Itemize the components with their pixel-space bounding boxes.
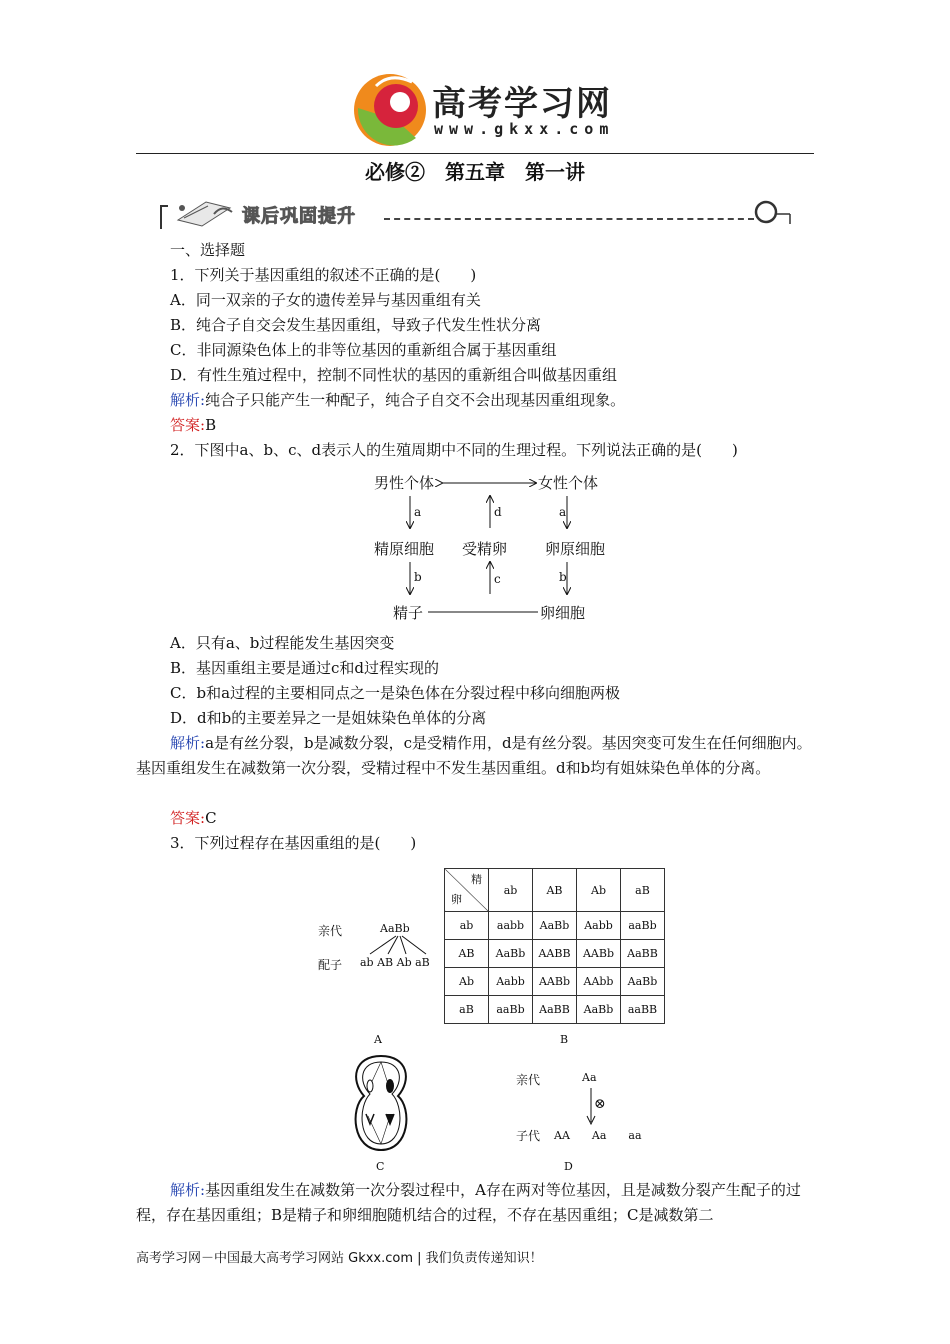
- punnett-row-header: ab: [445, 912, 489, 940]
- answer-label: 答案:: [170, 809, 206, 827]
- footer-text: 高考学习网－中国最大高考学习网站 Gkxx.com | 我们负责传递知识！: [136, 1251, 543, 1266]
- q3-analysis-text: 基因重组发生在减数第一次分裂过程中，A存在两对等位基因，且是减数分裂产生配子的过程，存在基因重组；B是精子和卵细胞随机结合的过程，不存在基因重组；C是减数第二: [136, 1181, 801, 1224]
- q3-stem: 3．下列过程存在基因重组的是( ): [170, 834, 417, 852]
- punnett-cell: aaBb: [489, 996, 533, 1024]
- q2-option-a: A．只有a、b过程能发生基因突变: [170, 634, 395, 652]
- header-rule: [136, 153, 814, 154]
- chapter-title: 必修② 第五章 第一讲: [365, 160, 585, 184]
- figA-caption: A: [374, 1033, 382, 1046]
- q1-analysis-text: 纯合子只能产生一种配子，纯合子自交不会出现基因重组现象。: [205, 391, 626, 409]
- punnett-cell: AAbb: [577, 968, 621, 996]
- figA-gamete-label: 配子: [318, 958, 343, 972]
- diagram-label-b2: b: [559, 570, 567, 584]
- diagram-oogonia: 卵原细胞: [545, 540, 606, 558]
- banner-circle-icon: [750, 200, 794, 228]
- punnett-row-header: aB: [445, 996, 489, 1024]
- analysis-label: 解析:: [170, 1181, 206, 1199]
- figA-parent: AaBb: [380, 922, 410, 935]
- diagram-arrows: [360, 470, 620, 630]
- punnett-cell: aaBB: [621, 996, 665, 1024]
- diagram-label-b1: b: [414, 570, 422, 584]
- gkxx-logo-icon: [346, 68, 438, 150]
- q1-option-d: D．有性生殖过程中，控制不同性状的基因的重新组合叫做基因重组: [170, 366, 618, 384]
- figD-parent: Aa: [582, 1071, 597, 1084]
- punnett-col-header: ab: [489, 869, 533, 912]
- figD-children: AA Aa aa: [554, 1129, 642, 1142]
- q1-answer-value: B: [205, 416, 217, 434]
- diagram-label-a1: a: [414, 505, 422, 519]
- q2-analysis: [136, 731, 816, 781]
- figB-caption: B: [560, 1033, 569, 1046]
- figD-child-label: 子代: [516, 1129, 541, 1143]
- q1-analysis: [170, 388, 625, 413]
- figC-caption: C: [376, 1160, 385, 1173]
- punnett-cell: AaBb: [577, 996, 621, 1024]
- banner-dashed-line: [384, 218, 754, 220]
- table-row: [445, 996, 665, 1024]
- diagram-spermatogonia: 精原细胞: [374, 540, 435, 558]
- q1-option-c: C．非同源染色体上的非等位基因的重新组合属于基因重组: [170, 341, 557, 359]
- punnett-cell: AaBb: [533, 912, 577, 940]
- table-row: [445, 912, 665, 940]
- punnett-row-header: AB: [445, 940, 489, 968]
- diagram-female: 女性个体: [538, 474, 599, 492]
- logo-title: 高考学习网: [432, 84, 612, 124]
- q3-analysis: [136, 1178, 816, 1228]
- diagram-label-c: c: [494, 572, 501, 586]
- punnett-col-header: Ab: [577, 869, 621, 912]
- punnett-cell: AABB: [533, 940, 577, 968]
- punnett-cell: AaBb: [621, 968, 665, 996]
- corner-sperm: 精: [471, 873, 482, 886]
- diagram-male: 男性个体: [374, 474, 435, 492]
- figA-arrows: [360, 934, 440, 956]
- diagram-label-d: d: [494, 505, 502, 519]
- figD-parent-label: 亲代: [516, 1073, 541, 1087]
- q2-stem: 2．下图中a、b、c、d表示人的生殖周期中不同的生理过程。下列说法正确的是( ): [170, 441, 738, 459]
- table-row: [445, 940, 665, 968]
- punnett-cell: aaBb: [621, 912, 665, 940]
- punnett-corner: [445, 869, 489, 912]
- analysis-label: 解析:: [170, 734, 206, 752]
- dividing-cell-icon: [346, 1050, 416, 1156]
- q1-option-a: A．同一双亲的子女的遗传差异与基因重组有关: [170, 291, 481, 309]
- answer-label: 答案:: [170, 416, 206, 434]
- q1-answer: [170, 413, 216, 438]
- punnett-cell: aabb: [489, 912, 533, 940]
- section-label: 一、选择题: [170, 241, 246, 259]
- punnett-cell: AaBb: [489, 940, 533, 968]
- punnett-cell: AABb: [577, 940, 621, 968]
- diagram-label-a2: a: [559, 505, 567, 519]
- figA-parent-label: 亲代: [318, 924, 343, 938]
- logo-url: www.gkxx.com: [434, 120, 615, 138]
- diagram-sperm: 精子: [393, 604, 424, 622]
- stationery-icon: [170, 194, 238, 228]
- punnett-col-header: AB: [533, 869, 577, 912]
- figD-caption: D: [564, 1160, 573, 1173]
- punnett-col-header: aB: [621, 869, 665, 912]
- figD-self-symbol: ⊗: [594, 1096, 606, 1112]
- figA-gametes: ab AB Ab aB: [360, 956, 430, 969]
- banner-left-bracket: [160, 205, 168, 229]
- table-row: [445, 968, 665, 996]
- punnett-cell: Aabb: [489, 968, 533, 996]
- analysis-label: 解析:: [170, 391, 206, 409]
- punnett-cell: AaBB: [533, 996, 577, 1024]
- punnett-row-header: Ab: [445, 968, 489, 996]
- q2-answer: [170, 806, 217, 831]
- punnett-cell: AaBB: [621, 940, 665, 968]
- punnett-cell: AABb: [533, 968, 577, 996]
- diagram-zygote: 受精卵: [462, 540, 508, 558]
- q2-option-d: D．d和b的主要差异之一是姐妹染色单体的分离: [170, 709, 487, 727]
- q2-option-b: B．基因重组主要是通过c和d过程实现的: [170, 659, 440, 677]
- q2-answer-value: C: [205, 809, 217, 827]
- q1-option-b: B．纯合子自交会发生基因重组，导致子代发生性状分离: [170, 316, 542, 334]
- corner-egg: 卵: [451, 893, 462, 906]
- punnett-cell: Aabb: [577, 912, 621, 940]
- q2-option-c: C．b和a过程的主要相同点之一是染色体在分裂过程中移向细胞两极: [170, 684, 621, 702]
- q1-stem: 1．下列关于基因重组的叙述不正确的是( ): [170, 266, 477, 284]
- q2-analysis-text: a是有丝分裂，b是减数分裂，c是受精作用，d是有丝分裂。基因突变可发生在任何细胞内。基因重组发生在减数第一次分裂，受精过程中不发生基因重组。d和b均有姐妹染色单体的分离。: [136, 734, 812, 777]
- diagram-egg: 卵细胞: [540, 604, 586, 622]
- section-banner-title: 课后巩固提升: [242, 206, 356, 227]
- punnett-table: [444, 868, 665, 1024]
